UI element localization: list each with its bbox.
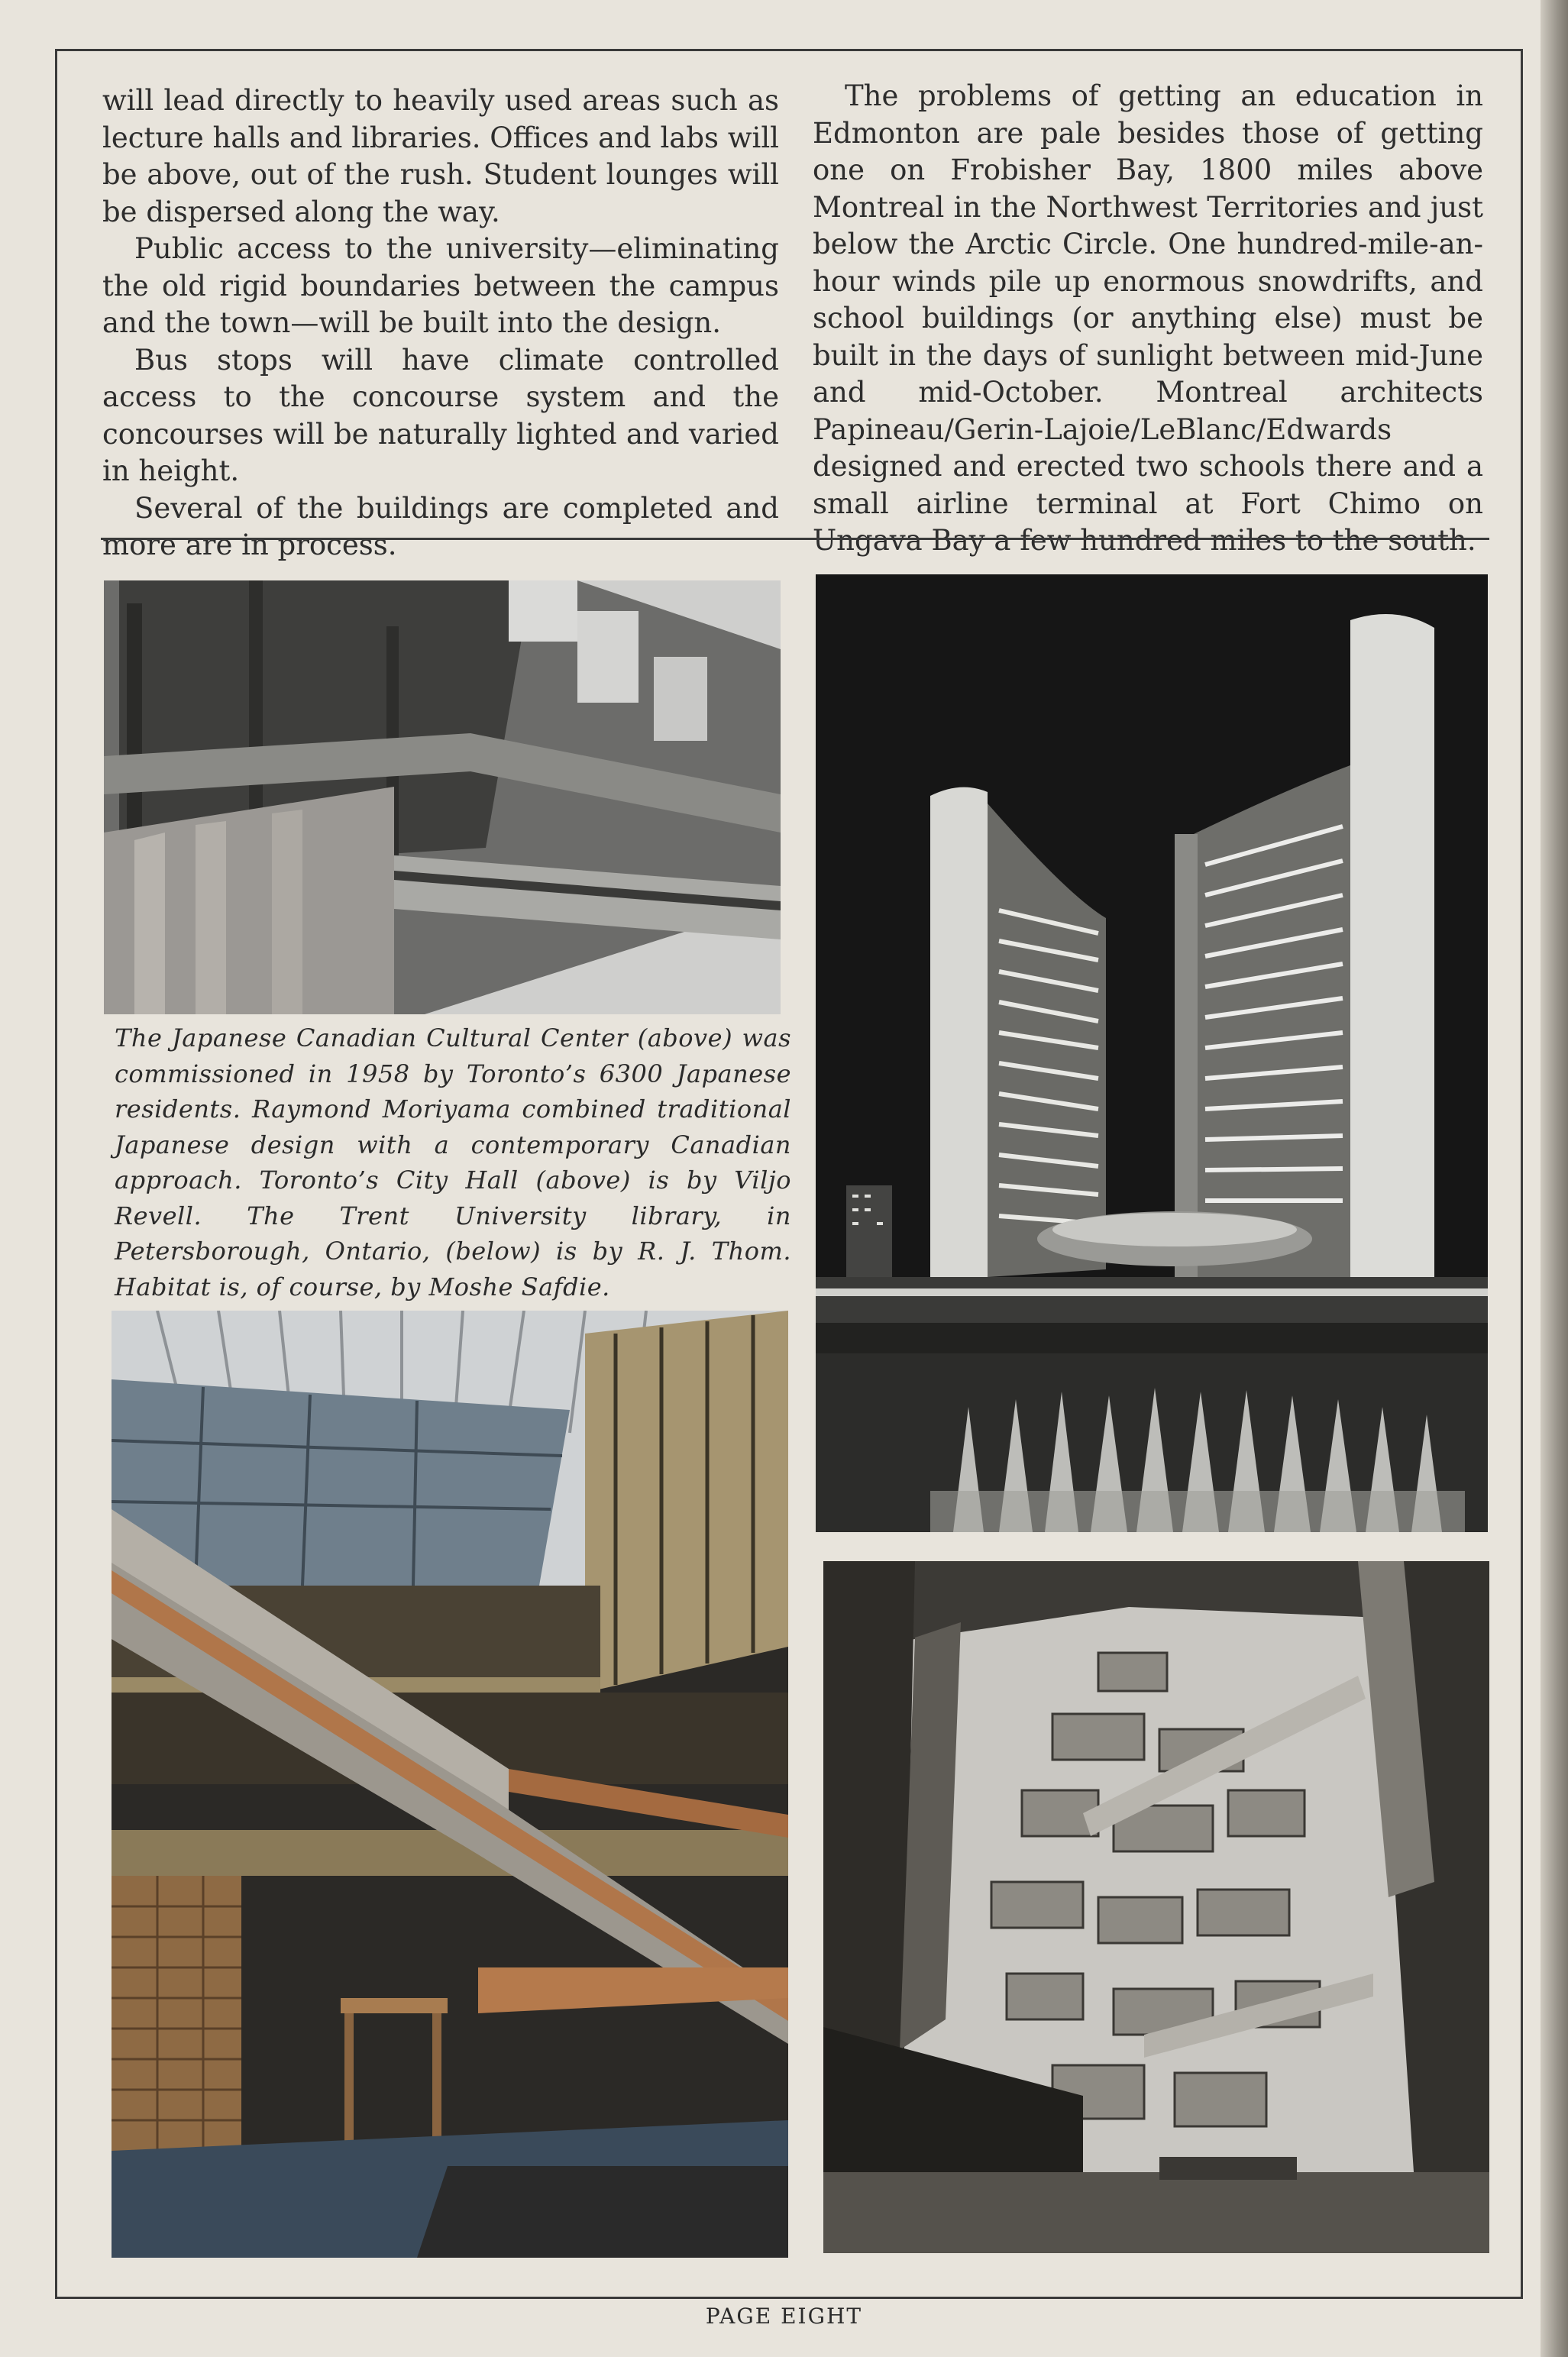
paragraph: Several of the buildings are completed and more are in process. — [102, 491, 779, 561]
page-binding-shadow — [1541, 0, 1568, 2357]
photo-caption: The Japanese Canadian Cultural Center (above) was commissioned in 1958 by Toronto’s 6300 Japanese residents. Raymond Moriyama combined traditional Japanese design with a contemporary Canadian approach. Toronto’s City Hall (above) is by Viljo Revell. The Trent University library, in Petersborough, Ontario, (below) is by R. J. Thom. Habitat is, of course, by Moshe Safdie. — [115, 1023, 791, 1301]
city-hall-photo — [816, 574, 1488, 1532]
library-photo — [112, 1311, 788, 2258]
page-number-footer: PAGE EIGHT — [705, 2304, 863, 2329]
habitat-photo — [823, 1561, 1489, 2253]
paragraph: will lead directly to heavily used areas such as lecture halls and libraries. Offices and labs will be above, out of the rush. Student lounges will be dispersed along the way. — [102, 84, 779, 228]
right-text-column — [813, 78, 1483, 560]
paragraph: Bus stops will have climate controlled access to the concourse system and the concourses will be naturally lighted and varied in height. — [102, 343, 779, 487]
paragraph: Public access to the university—eliminating the old rigid boundaries between the campus and the town—will be built into the design. — [102, 232, 779, 339]
horizontal-divider — [101, 538, 1489, 540]
left-text-column — [102, 82, 779, 564]
jccc-photo — [104, 580, 781, 1014]
paragraph: The problems of getting an education in Edmonton are pale besides those of getting one on Frobisher Bay, 1800 miles above Montreal in the Northwest Territories and just below the Arctic Circle. One hundred-mile-an-hour winds pile up enormous snowdrifts, and school buildings (or anything else) must be built in the days of sunlight between mid-June and mid-October. Montreal architects Papineau/Gerin-Lajoie/LeBlanc/Edwards designed and erected two schools there and a small airline terminal at Fort Chimo on Ungava Bay a few hundred miles to the south. — [813, 79, 1483, 557]
